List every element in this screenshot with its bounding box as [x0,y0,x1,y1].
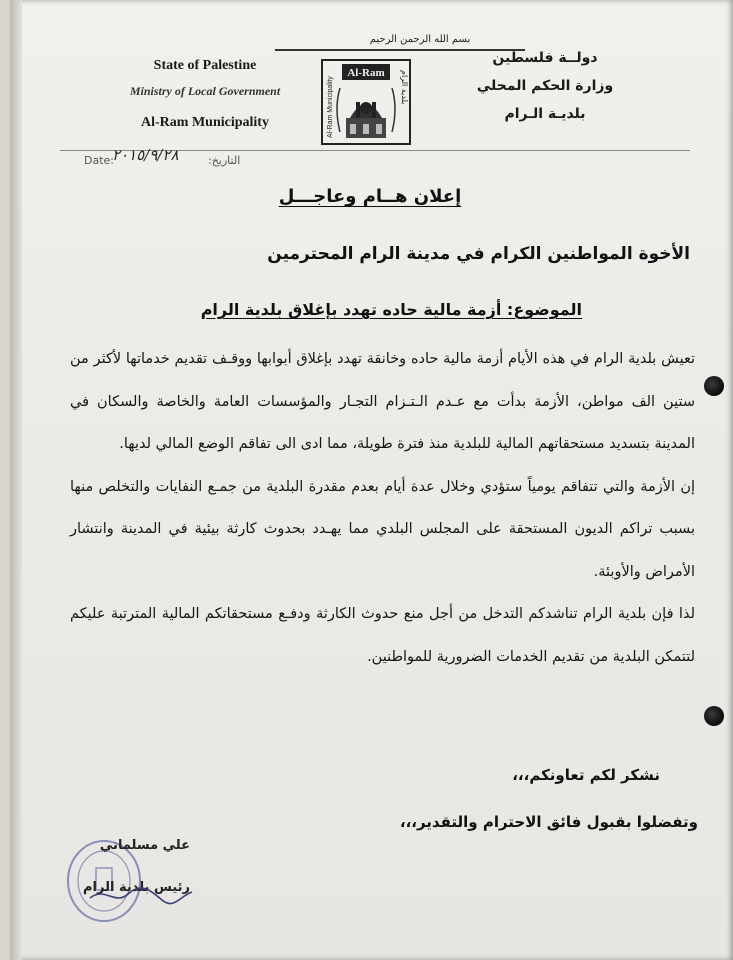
paper-edge [10,0,22,960]
date-label-ar: التاريخ: [208,154,241,167]
subject-line: الموضوع: أزمة مالية حاده تهدد بإغلاق بلدية الرام [200,300,582,319]
date-value: ٢٠١٥/٩/٢٨ [112,146,179,164]
logo-text: Al-Ram [347,67,385,79]
ministry-name-ar: وزارة الحكم المحلي [476,78,614,94]
announcement-title: إعلان هــام وعاجـــل [278,186,462,207]
date-field [84,146,264,170]
state-name-ar: دولــة فلسطين [492,50,598,66]
signatory-title: رئيس بلدية الرام [83,880,190,895]
addressee-line: الأخوة المواطنين الكرام في مدينة الرام المحترمين [267,244,690,264]
signatory-name: علي مسلماني [99,838,190,853]
english-letterhead [110,58,300,131]
ministry-name-en: Ministry of Local Government [129,84,281,98]
municipality-name-ar: بلديـة الـرام [504,106,586,122]
handwritten-signature [80,880,200,910]
body-paragraph-1: تعيش بلدية الرام في هذه الأيام أزمة مالية حاده وخانقة تهدد بإغلاق أبوابها ووقـف تقديم خدماتها لأكثر من ستين الف مواطن، الأزمة بدأت مع عـدم الـتـزام التجـار والمؤسسات العامة والخاصة والسكان في المدينة بتسديد مستحقاتهم المالية للبلدية منذ فترة طويلة، مما ادى الى تفاقم الوضع المالي لديها. [70,351,695,452]
state-name-en: State of Palestine [153,58,257,73]
punch-hole-bottom [704,706,724,726]
logo-side-text-ar: بلدية الرام [400,70,409,105]
municipality-logo [320,58,412,146]
logo-side-text-en: Al-Ram Municipality [327,76,334,138]
arabic-letterhead [470,50,620,134]
date-label-en: Date: [84,154,114,167]
punch-hole-top [704,376,724,396]
basmala: بسم الله الرحمن الرحيم [369,34,471,45]
closing-thanks: نشكر لكم تعاونكم،،، [512,766,660,784]
body-paragraph-3: لذا فإن بلدية الرام تناشدكم التدخل من أجل منع حدوث الكارثة ودفـع مستحقاتكم المالية المترتبة عليكم لتتمكن البلدية من تقديم الخدمات الضرورية للمواطنين. [70,606,695,665]
closing-regards: وتفضلوا بقبول فائق الاحترام والتقدير،،، [399,813,698,831]
letter-body [70,338,695,678]
municipality-name-en: Al-Ram Municipality [141,115,269,130]
body-paragraph-2: إن الأزمة والتي تتفاقم يومياً ستؤدي وخلال عدة أيام بعدم مقدرة البلدية من جمـع النفايات والتخلص منها بسبب تراكم الديون المستحقة على المجلس البلدي مما يهـدد بحدوث كارثة بيئية في المدينة وانتشار الأمراض والأوبئة. [70,478,695,580]
